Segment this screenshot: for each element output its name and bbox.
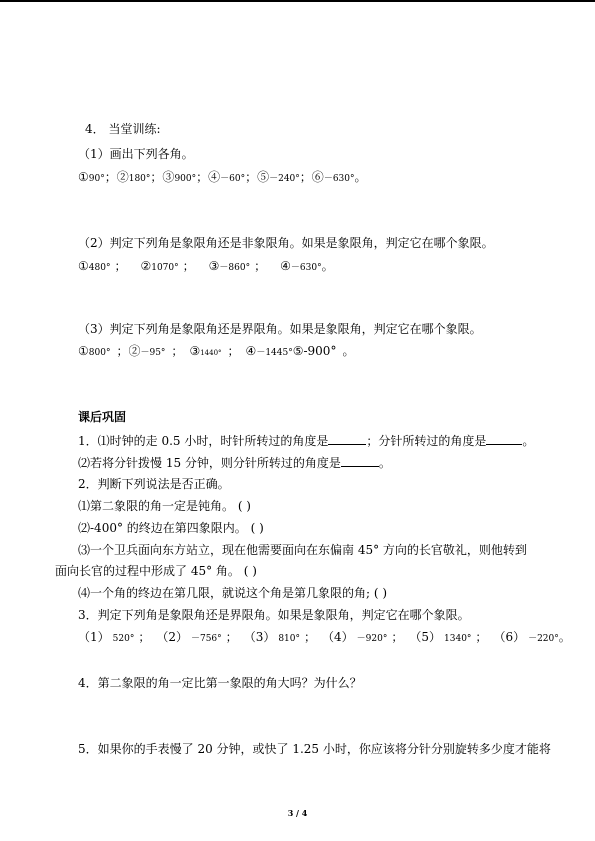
hw-p1a: 1．⑴时钟的走 0.5 小时，时针所转过的角度是 ；分针所转过的角度是 。	[78, 434, 535, 448]
hw-p2-2: ⑵-400° 的终边在第四象限内。 ( )	[78, 521, 264, 535]
q2-title: （2）判定下列角是象限角还是非象限角。如果是象限角，判定它在哪个象限。	[78, 236, 494, 250]
hw-p2-4: ⑷一个角的终边在第几限，就说这个角是第几象限的角; ( )	[78, 586, 388, 600]
hw-p2-3a: ⑶一个卫兵面向东方站立，现在他需要面向在东偏南 45° 方向的长官敬礼，则他转到	[78, 543, 527, 557]
practice-heading: 4． 当堂训练:	[85, 122, 161, 136]
top-rule	[0, 0, 595, 2]
hw-p2: 2．判断下列说法是否正确。	[78, 477, 230, 491]
q3-title: （3）判定下列角是象限角还是界限角。如果是象限角，判定它在哪个象限。	[78, 322, 482, 336]
hw-p1b: ⑵若将分针拨慢 15 分钟，则分针所转过的角度是 。	[78, 456, 391, 470]
q1-title: （1）画出下列各角。	[78, 147, 194, 161]
answer-blank[interactable]	[341, 455, 379, 467]
page-number: 3 / 4	[287, 808, 308, 818]
hw-p2-3b: 面向长官的过程中形成了 45° 角。 ( )	[55, 564, 257, 578]
answer-blank[interactable]	[486, 433, 522, 445]
q1-items: ①90°；②180°；③900°；④－60°；⑤－240°；⑥－630°。	[78, 170, 367, 184]
q3-items: ①800° ；②－95° ； ③1440° ； ④－1445°⑤-900° 。	[78, 344, 355, 358]
hw-p4: 4．第二象限的角一定比第一象限的角大吗？为什么？	[78, 676, 362, 690]
hw-p3-items: （1） 520° ； （2） －756° ； （3） 810° ； （4） －920° ； （5） 1340° ； （6） －220°。	[78, 630, 571, 644]
hw-p3: 3．判定下列角是象限角还是界限角。如果是象限角，判定它在哪个象限。	[78, 608, 470, 622]
answer-blank[interactable]	[328, 433, 366, 445]
homework-heading: 课后巩固	[78, 410, 127, 424]
hw-p2-1: ⑴第二象限的角一定是钝角。 ( )	[78, 499, 251, 513]
q2-items: ①480° ； ②1070° ； ③－860° ； ④－630°。	[78, 259, 334, 273]
hw-p5: 5．如果你的手表慢了 20 分钟，或快了 1.25 小时，你应该将分针分别旋转多少度才能将	[78, 742, 551, 756]
